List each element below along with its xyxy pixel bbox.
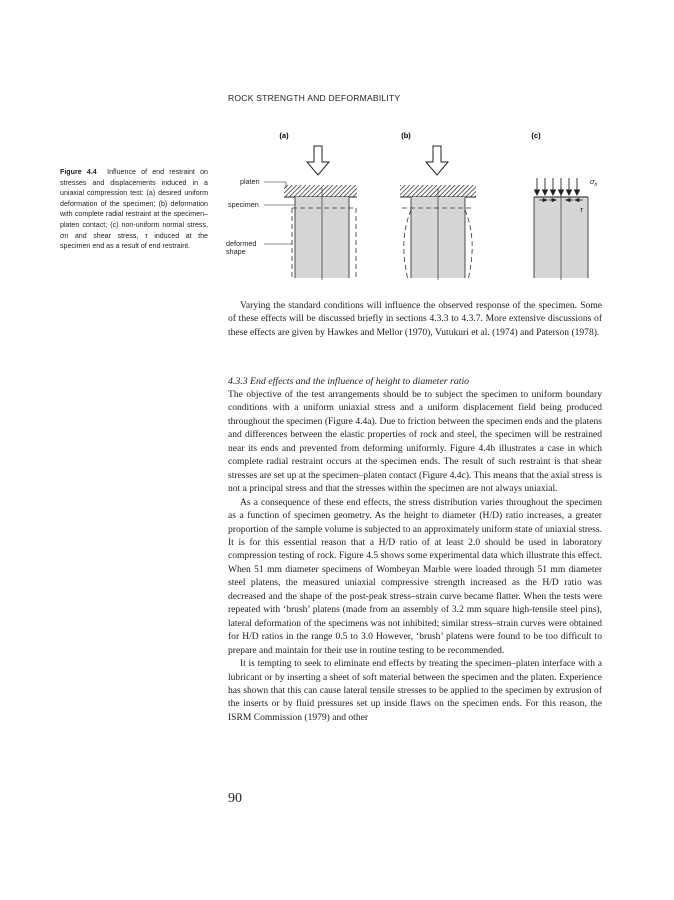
normal-stress-arrows [535, 178, 580, 195]
panel-label-b: (b) [401, 131, 411, 140]
label-sigma: $\sigma_n$ [590, 177, 598, 188]
paragraph-4: It is tempting to seek to eliminate end effects by treating the specimen–platen interface with a lubricant or by inserting a sheet of soft material between the specimen and the platen. Experience has shown that this can cause lateral tensile stresses to be applied to the specimen by extrusion of the inserts or by fluid pressures set up inside flaws on the specimen ends. For this reason, the ISRM Commission (1979) and other [228, 658, 602, 723]
load-arrow-icon [307, 146, 329, 175]
label-tau: τ [580, 205, 583, 214]
running-head: ROCK STRENGTH AND DEFORMABILITY [228, 93, 401, 103]
caption-label: Figure 4.4 [60, 168, 97, 176]
label-platen: platen [240, 177, 260, 186]
paragraph-text: Varying the standard conditions will influence the observed response of the specimen. Some of these effects will be discussed briefly in sections 4.3.3 to 4.3.7. More extensive discussions of these effects are given by Hawkes and Mellor (1970), Vutukuri et al. (1974) and Paterson (1978). [228, 300, 602, 338]
panel-label-a: (a) [279, 131, 289, 140]
page-number: 90 [228, 791, 242, 806]
bulge-left [404, 210, 411, 280]
label-deformed: deformed [226, 239, 257, 248]
platen-hatch [284, 185, 357, 197]
panel-label-c: (c) [531, 131, 541, 140]
label-shape: shape [226, 247, 246, 256]
figure-caption [60, 167, 208, 252]
paragraph-1 [228, 299, 602, 339]
paragraph-3: As a consequence of these end effects, the stress distribution varies throughout the specimen as a function of specimen geometry. As the height to diameter (H/D) ratio increases, a greater proportion of the sample volume is subjected to an approximately uniform state of uniaxial stress. It is for this essential reason that a H/D ratio of at least 2.0 should be used in laboratory compression testing of rock. Figure 4.5 shows some experimental data which illustrate this effect. When 51 mm diameter specimens of Wombeyan Marble were loaded through 51 mm diameter steel platens, the measured uniaxial compressive strength increased as the H/D ratio was decreased and the shape of the post-peak stress–strain curve became flatter. When the tests were repeated with ‘brush’ platens (made from an assembly of 3.2 mm square high-tensile steel pins), lateral deformation of the specimens was not inhibited; similar stress–strain curves were obtained for H/D ratios in the range 0.5 to 3.0 However, ‘brush’ platens were found to be too difficult to prepare and maintain for their use in routine testing to be recommended. [228, 496, 602, 656]
figure-4-4 [222, 128, 602, 288]
panel-c [534, 177, 598, 280]
paragraph-2: The objective of the test arrangements should be to subject the specimen to uniform boundary conditions with a uniform uniaxial stress and a uniform displacement field being produced throughout the specimen (Figure 4.4a). Due to friction between the specimen ends and the platens and differences between the elastic properties of rock and steel, the specimen will be restrained near its ends and prevented from deforming uniformly. Figure 4.4b illustrates a case in which complete radial restraint occurs at the specimen ends. The result of such restraint is that shear stresses are set up at the specimen–platen contact (Figure 4.4c). This means that the axial stress is not a principal stress and that the stresses within the specimen are not always uniaxial. [228, 389, 602, 495]
panel-a [226, 146, 357, 280]
load-arrow-icon [426, 146, 448, 175]
section-heading: 4.3.3 End effects and the influence of height to diameter ratio [228, 376, 470, 387]
caption-text: Influence of end restraint on stresses and displacements induced in a uniaxial compression test: (a) desired uniform deformation of the specimen; (b) deformation with complete radial restraint at the specimen–platen contact; (c) non-uniform normal stress, σn and shear stress, τ induced at the specimen end as a result of end restraint. [60, 168, 208, 251]
figure-drawing [222, 128, 602, 288]
bulge-right [465, 210, 472, 280]
section-body [228, 388, 602, 724]
label-specimen: specimen [228, 200, 259, 209]
panel-b [400, 146, 476, 280]
